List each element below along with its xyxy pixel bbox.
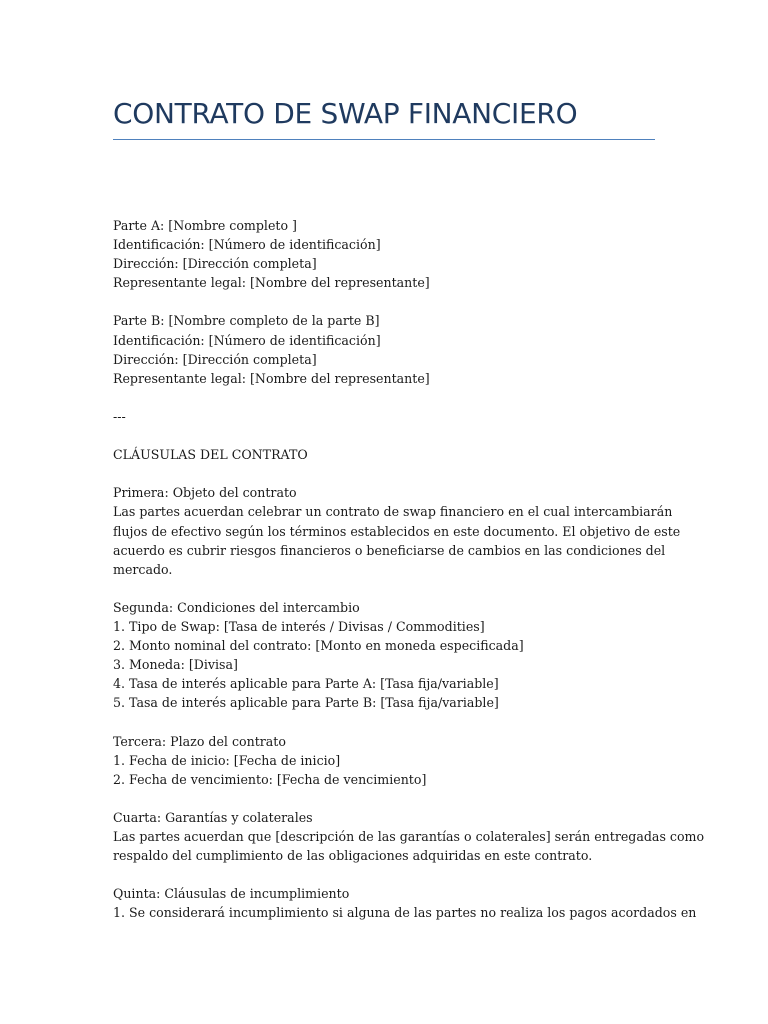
party-a-address: Dirección: [Dirección completa] — [113, 256, 317, 272]
clause-text-line: flujos de efectivo según los términos establecidos en este documento. El objetivo de este — [113, 523, 681, 539]
party-a-name: Parte A: [Nombre completo ] — [113, 218, 297, 233]
clause-text-line: Las partes acuerdan celebrar un contrato de swap financiero en el cual intercambiarán — [113, 504, 673, 520]
clause-list-item: 5. Tasa de interés aplicable para Parte B: [Tasa fija/variable] — [113, 695, 499, 711]
section-separator: --- — [113, 408, 126, 424]
party-a-id: Identificación: [Número de identificación] — [113, 237, 381, 253]
title-underline — [113, 139, 655, 140]
clause-text-line: acuerdo es cubrir riesgos financieros o beneficiarse de cambios en las condiciones del — [113, 542, 666, 558]
clause-list-item: 2. Monto nominal del contrato: [Monto en moneda especificada] — [113, 638, 524, 654]
party-b-representative: Representante legal: [Nombre del representante] — [113, 370, 430, 386]
clause-text-line: Las partes acuerdan que [descripción de las garantías o colaterales] serán entregadas como — [113, 829, 705, 844]
party-b-block — [113, 311, 658, 387]
clause-fifth — [113, 884, 697, 922]
clause-text-line: mercado. — [113, 561, 173, 577]
party-b-id: Identificación: [Número de identificación] — [113, 332, 381, 348]
clause-heading: Quinta: Cláusulas de incumplimiento — [113, 886, 350, 902]
clause-list-item: 4. Tasa de interés aplicable para Parte A: [Tasa fija/variable] — [113, 676, 499, 692]
party-b-address: Dirección: [Dirección completa] — [113, 351, 317, 367]
clause-list-item: 1. Fecha de inicio: [Fecha de inicio] — [113, 752, 341, 768]
clause-text-line: respaldo del cumplimiento de las obligaciones adquiridas en este contrato. — [113, 848, 593, 864]
clause-list-item: 3. Moneda: [Divisa] — [113, 657, 238, 673]
clause-heading: Segunda: Condiciones del intercambio — [113, 599, 360, 615]
party-a-representative: Representante legal: [Nombre del representante] — [113, 275, 430, 291]
clause-list-item: 2. Fecha de vencimiento: [Fecha de vencimiento] — [113, 771, 427, 787]
clause-third — [113, 732, 658, 789]
clause-list-item: 1. Se considerará incumplimiento si alguna de las partes no realiza los pagos acordados en — [113, 905, 697, 921]
party-a-block — [113, 216, 658, 292]
document-body — [113, 216, 705, 922]
party-b-name: Parte B: [Nombre completo de la parte B] — [113, 313, 380, 329]
clause-second — [113, 598, 658, 713]
document-title: CONTRATO DE SWAP FINANCIERO — [113, 97, 578, 130]
clause-heading: Tercera: Plazo del contrato — [113, 733, 286, 749]
clause-heading: Primera: Objeto del contrato — [113, 485, 297, 501]
clauses-heading: CLÁUSULAS DEL CONTRATO — [113, 447, 308, 463]
clause-list-item: 1. Tipo de Swap: [Tasa de interés / Divisas / Commodities] — [113, 618, 485, 634]
clause-heading: Cuarta: Garantías y colaterales — [113, 809, 313, 825]
clause-fourth — [113, 808, 705, 865]
clause-first — [113, 483, 681, 578]
